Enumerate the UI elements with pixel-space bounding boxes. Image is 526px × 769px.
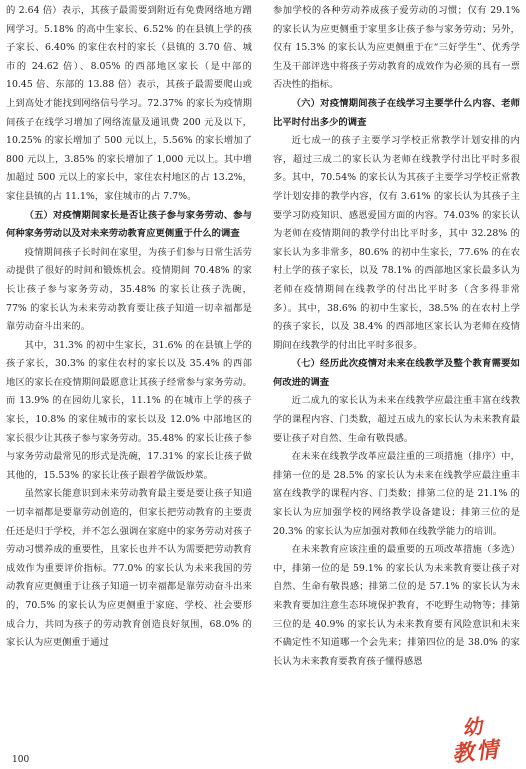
paragraph: 在未来教育应该注重的最重要的五项改革措施（多选）中，排第一位的是 59.1% 的家长认为未来教育要让孩子对自然、生命有敬畏感；排第二位的是 57.1% 的家长认为未来教育要加注意生态环境保护教育，不吃野生动物等；排第三位的是 40.9% 的家长认为未来教育要有风险意识和未来不确定性不知道哪一个会先来；排第四位的是 38.0% 的家长认为未来教育要教育孩子懂得感恩 — [273, 544, 520, 667]
section-heading-5: （五）对疫情期间家长是否让孩子参与家务劳动、参与何种家务劳动以及对未来劳动教育应更侧重于什么的调查 — [6, 209, 252, 240]
paragraph: 疫情期间孩子长时间在家里，为孩子们参与日常生活劳动提供了很好的时间和锻炼机会。疫情期间 70.48% 的家长让孩子参与家务劳动，35.48% 的家长让孩子洗碗，77% 的家长认为未来劳动教育要让孩子知道一切幸福都是靠劳动奋斗出来的。 — [6, 246, 252, 333]
stamp-line-2: 教情 — [451, 737, 502, 768]
paragraph: 参加学校的各种劳动养成孩子爱劳动的习惯；仅有 29.1% 的家长认为应更侧重于家里多让孩子参与家务劳动；另外，仅有 15.3% 的家长认为应更侧重于在“三好学生”、优秀学生及干部评选中将孩子劳动教育的成效作为必须的具有一票否决性的指标。 — [273, 5, 520, 91]
paragraph: 的 2.64 倍）表示，其孩子最需要到附近有免费网络地方蹭网学习。5.18% 的高中生家长、6.52% 的在县镇上学的孩子家长、6.40% 的家住农村的家长（县镇的 3.70 倍、城市的 24.62 倍）、8.05% 的西部地区家长（是中部的 10.45 倍、东部的 13.88 倍）表示，其孩子最需要爬山或上到高处才能找到网络信号学习。72.37% 的家长为疫情期间孩子在线学习增加了网络流量及通讯费 200 元及以下，10.25% 的家长增加了 500 元以上，5.56% 的家长增加了 800 元以上，3.85% 的家长增加了 1,000 元以上。其中增加超过 500 元以上的家长中，家住农村地区的占 13.2%，家住县镇的占 11.1%，家住城市的占 7.7%。 — [6, 5, 252, 202]
stamp-line-1: 幼 — [460, 713, 486, 741]
paragraph: 虽然家长能意识到未来劳动教育最主要是要让孩子知道一切幸福都是要靠劳动创造的，但家长把劳动教育的主要责任还是归于学校，并不怎么强调在家庭中的家务劳动对孩子劳动习惯养成的重要性，且家长也并不认为需要把劳动教育成效作为重要评价指标。77.0% 的家长认为未来我国的劳动教育应更侧重于让孩子知道一切幸福都是靠劳动奋斗出来的，70.5% 的家长认为应更侧重于家庭、学校、社会要形成合力，共同为孩子的劳动教育创造良好氛围，68.0% 的家长认为应更侧重于通过 — [6, 488, 252, 649]
paragraph: 其中，31.3% 的初中生家长，31.6% 的在县镇上学的孩子家长，30.3% 的家住农村的家长以及 35.4% 的西部地区的家长在疫情期间最愿意让其孩子经常参与家务劳动。而 13.9% 的在园幼儿家长，11.1% 的在城市上学的孩子家长，10.8% 的家住城市的家长以及 12.0% 中部地区的家长很少让其孩子参与家务劳动。35.48% 的家长让孩子参与家务劳动最常见的形式是洗碗，17.31% 的家长让孩子做其他的，15.53% 的家长让孩子跟着学做饭炒菜。 — [6, 339, 252, 481]
paragraph: 近七成一的孩子主要学习学校正常教学计划安排的内容，超过三成二的家长认为老师在线教学付出比平时多很多。其中，70.54% 的家长认为其孩子主要学习学校正常教学计划安排的教学内容，仅有 3.61% 的家长认为其孩子主要学习防疫知识、感恩爱国方面的内容。74.03% 的家长认为老师在疫情期间的教学付出比平时多，其中 32.28% 的家长认为多非常多，80.6% 的初中生家长，77.6% 的在农村上学的孩子家长，以及 78.1% 的西部地区家长最多认为老师在疫情期间在线教学的付出比平时多（含多得非常多）。其中，38.6% 的初中生家长，38.5% 的在农村上学的孩子家长，以及 38.4% 的西部地区家长认为老师在疫情期间在线教学的付出比平时多很多。 — [273, 135, 520, 351]
section-heading-7: （七）经历此次疫情对未来在线教学及整个教育需要如何改进的调查 — [273, 358, 520, 388]
paragraph: 在未来在线教学改革应最注重的三项措施（排序）中，排第一位的是 28.5% 的家长认为未来在线教学应最注重丰富在线教学的课程内容、门类数；排第二位的是 21.1% 的家长认为应加强学校的网络教学设备建设；排第三位的是 20.3% 的家长认为应加强对教师在线教学能力的培训。 — [273, 451, 520, 537]
page-number: 100 — [12, 755, 30, 765]
right-column — [273, 2, 520, 671]
paragraph: 近二成九的家长认为未来在线教学应最注重丰富在线教学的课程内容、门类数，超过五成九的家长认为未来教育最要让孩子对自然、生命有敬畏感。 — [273, 395, 520, 444]
watermark-stamp — [446, 709, 522, 767]
left-column — [6, 2, 252, 653]
section-heading-6: （六）对疫情期间孩子在线学习主要学什么内容、老师比平时付出多少的调查 — [273, 97, 520, 128]
